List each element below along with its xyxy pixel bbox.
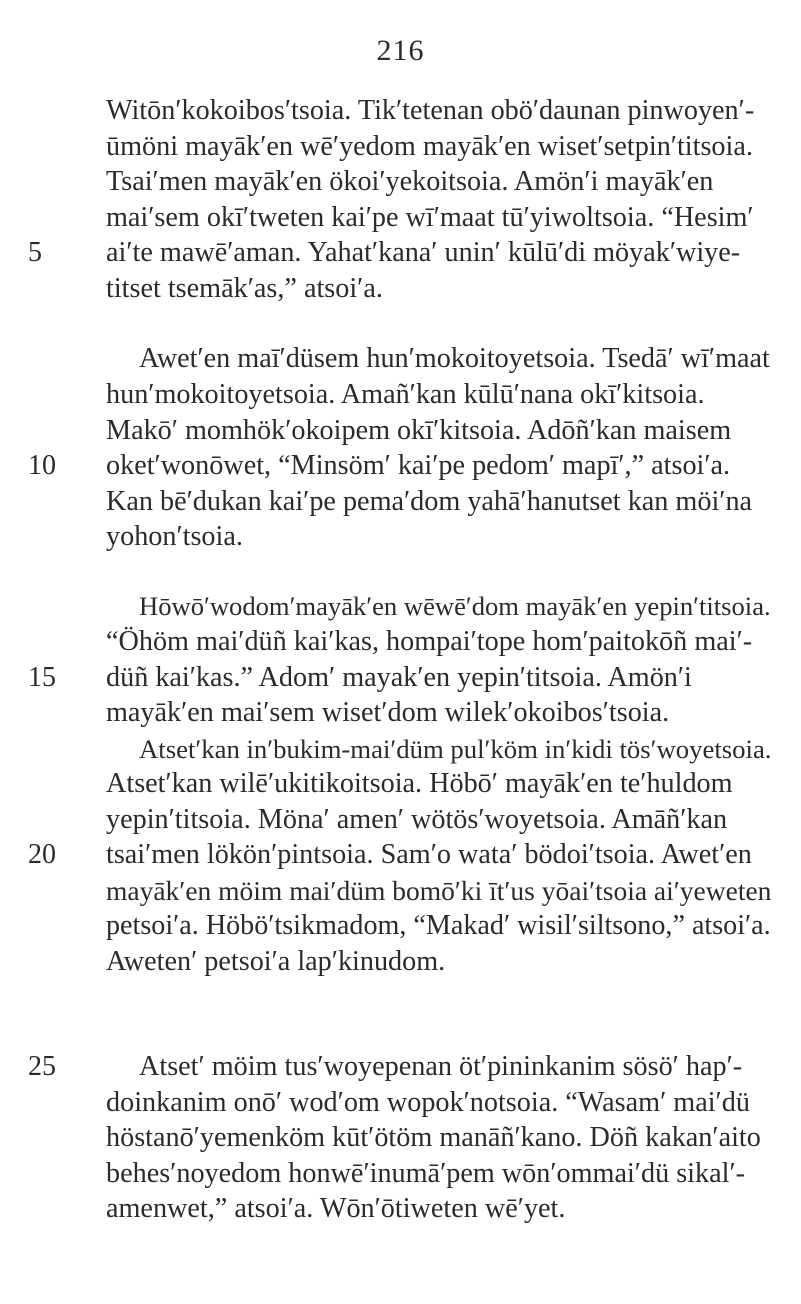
text-line: ūmöni mayāk′en wē′yedom mayāk′en wiset′setpin′titsoia.: [106, 131, 753, 162]
text-line: Hōwō′wodom′mayāk′en wēwē′dom mayāk′en yepin′titsoia.: [139, 591, 771, 621]
text-line: ai′te mawē′aman. Yahat′kana′ unin′ kūlū′di möyak′wiye-: [106, 237, 741, 268]
text-line: düñ kai′kas.” Adom′ mayak′en yepin′titsoia. Amön′i: [106, 662, 692, 693]
text-line: Awet′en maī′düsem hun′mokoitoyetsoia. Tsedā′ wī′maat: [139, 343, 770, 374]
text-line: “Öhöm mai′düñ kai′kas, hompai′tope hom′paitokōñ mai′-: [106, 626, 753, 657]
text-line: Witōn′kokoibos′tsoia. Tik′tetenan obö′daunan pinwoyen′-: [106, 95, 755, 126]
text-line: Tsai′men mayāk′en ökoi′yekoitsoia. Amön′i mayāk′en: [106, 166, 714, 197]
text-line: Aweten′ petsoi′a lap′kinudom.: [106, 946, 446, 977]
text-line: höstanō′yemenköm kūt′ötöm manāñ′kano. Döñ kakan′aito: [106, 1122, 761, 1153]
text-line: Atset′kan in′bukim-mai′düm pul′köm in′kidi tös′woyetsoia.: [139, 734, 772, 764]
text-line: Atset′ möim tus′woyepenan öt′pininkanim sösö′ hap′-: [139, 1051, 743, 1082]
text-line: tsai′men lökön′pintsoia. Sam′o wata′ bödoi′tsoia. Awet′en: [106, 839, 752, 870]
text-line: mayāk′en mai′sem wiset′dom wilek′okoibos′tsoia.: [106, 697, 670, 728]
text-line: doinkanim onō′ wod′om wopok′notsoia. “Wasam′ mai′dü: [106, 1087, 750, 1118]
text-line: hun′mokoitoyetsoia. Amañ′kan kūlū′nana okī′kitsoia.: [106, 379, 705, 410]
line-number: 15: [28, 662, 56, 693]
line-number: 25: [28, 1051, 56, 1082]
text-line: amenwet,” atsoi′a. Wōn′ōtiweten wē′yet.: [106, 1193, 566, 1224]
line-number: 20: [28, 839, 56, 870]
line-number: 5: [28, 237, 42, 268]
text-line: mayāk′en möim mai′düm bomō′ki īt′us yōai′tsoia ai′yeweten: [106, 875, 772, 906]
text-line: oket′wonōwet, “Minsöm′ kai′pe pedom′ mapī′,” atsoi′a.: [106, 450, 731, 481]
text-line: mai′sem okī′tweten kai′pe wī′maat tū′yiwoltsoia. “Hesim′: [106, 202, 754, 233]
text-line: Makō′ momhök′okoipem okī′kitsoia. Adōñ′kan maisem: [106, 415, 732, 446]
text-line: yepin′titsoia. Möna′ amen′ wötös′woyetsoia. Amāñ′kan: [106, 804, 728, 835]
text-line: behes′noyedom honwē′inumā′pem wōn′ommai′dü sikal′-: [106, 1158, 745, 1189]
text-line: yohon′tsoia.: [106, 521, 243, 552]
text-line: titset tsemāk′as,” atsoi′a.: [106, 273, 383, 304]
text-line: Kan bē′dukan kai′pe pema′dom yahā′hanutset kan möi′na: [106, 486, 753, 517]
line-number: 10: [28, 450, 56, 481]
page-number: 216: [376, 34, 425, 67]
text-line: petsoi′a. Höbö′tsikmadom, “Makad′ wisil′siltsono,” atsoi′a.: [106, 910, 771, 941]
text-line: Atset′kan wilē′ukitikoitsoia. Höbō′ mayāk′en te′huldom: [106, 768, 733, 799]
